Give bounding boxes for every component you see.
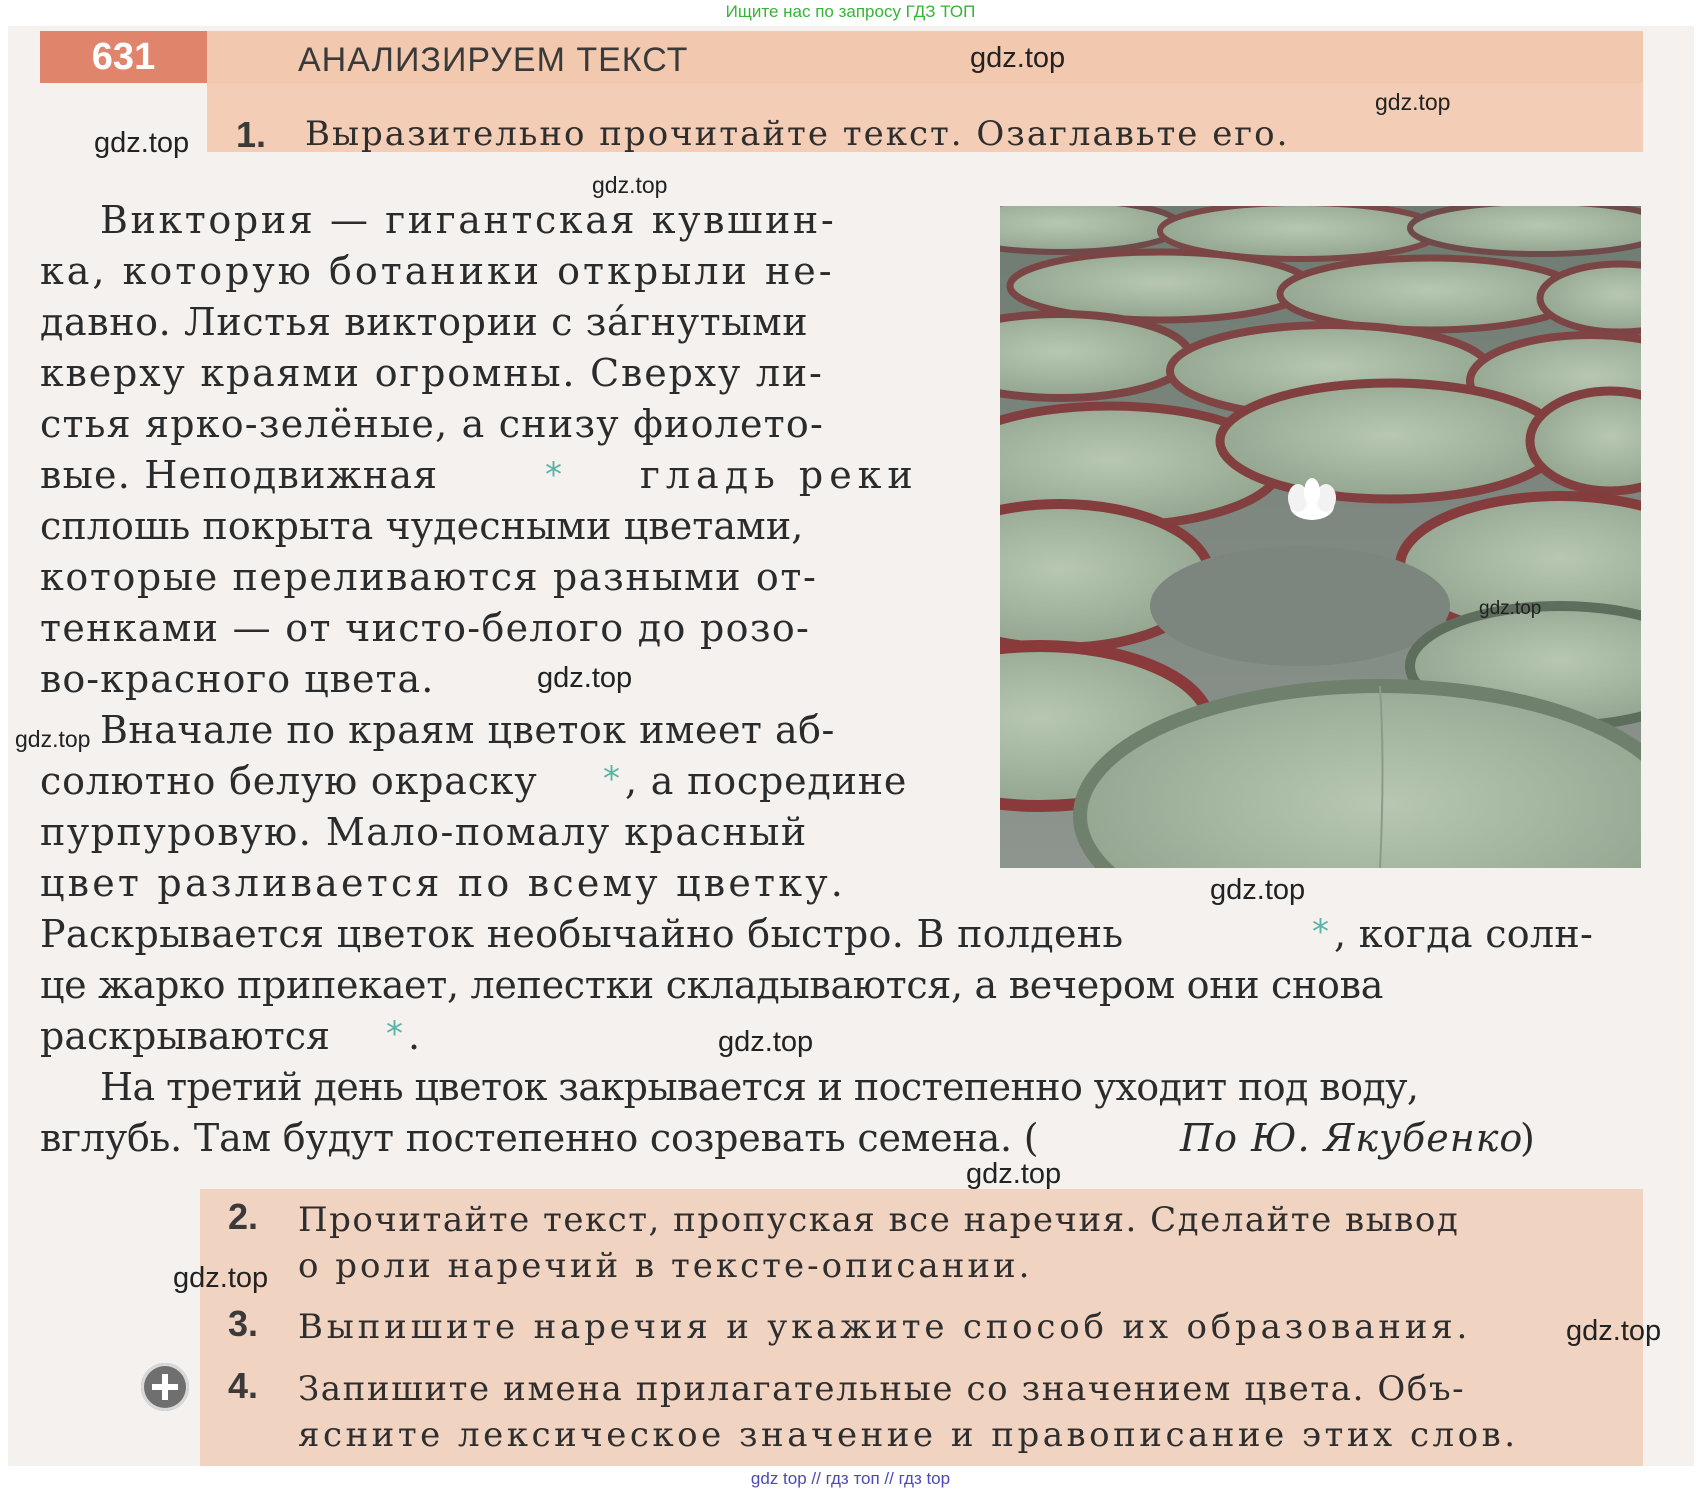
- watermark: gdz.top: [592, 172, 668, 198]
- asterisk-mark: *: [545, 455, 562, 495]
- text-line: которые переливаются разными от-: [40, 555, 818, 599]
- text-line: .: [408, 1014, 421, 1058]
- text-line: Вначале по краям цветок имеет аб-: [100, 708, 835, 752]
- watermark: gdz.top: [173, 1262, 269, 1294]
- watermark: gdz.top: [718, 1026, 814, 1058]
- text-line: кверху краями огромны. Сверху ли-: [40, 351, 824, 395]
- text-line: вглубь. Там будут постепенно созревать семена. (: [40, 1116, 1039, 1160]
- task1-text: Выразительно прочитайте текст. Озаглавьте его.: [305, 114, 1290, 154]
- watermark: gdz.top: [1210, 874, 1306, 906]
- text-line: пурпуровую. Мало-помалу красный: [40, 810, 808, 854]
- text-line: тенками — от чисто-белого до розо-: [40, 606, 811, 650]
- task2-text-line2: о роли наречий в тексте-описании.: [298, 1246, 1033, 1286]
- text-line: , когда солн-: [1334, 912, 1594, 956]
- text-line: гладь реки: [640, 453, 919, 497]
- water-lily-photo: [1000, 206, 1641, 868]
- text-line: стья ярко-зелёные, а снизу фиолето-: [40, 402, 825, 446]
- text-line: цвет разливается по всему цветку.: [40, 861, 847, 905]
- footer-links[interactable]: gdz top // гдз топ // гдз top: [0, 1466, 1701, 1492]
- text-line: во-красного цвета.: [40, 657, 435, 701]
- watermark: gdz.top: [1375, 89, 1451, 115]
- text-line: раскрываются: [40, 1014, 330, 1058]
- text-line: ка, которую ботаники открыли не-: [40, 249, 835, 293]
- watermark: gdz.top: [537, 662, 633, 694]
- task2-number: 2.: [228, 1196, 259, 1237]
- asterisk-mark: *: [1312, 912, 1329, 952]
- text-line: солютно белую окраску: [40, 759, 538, 803]
- task3-text: Выпишите наречия и укажите способ их образования.: [298, 1307, 1472, 1347]
- watermark: gdz.top: [94, 127, 190, 159]
- exercise-title: АНАЛИЗИРУЕМ ТЕКСТ: [298, 41, 689, 79]
- text-line: , а посредине: [625, 759, 908, 803]
- plus-icon: [141, 1363, 189, 1411]
- task4-number: 4.: [228, 1365, 259, 1406]
- task4-text-line1: Запишите имена прилагательные со значением цвета. Объ-: [298, 1369, 1466, 1409]
- watermark: gdz.top: [1566, 1315, 1662, 1347]
- exercise-header: [40, 31, 1643, 83]
- asterisk-mark: *: [386, 1014, 403, 1054]
- exercise-number: 631: [40, 31, 207, 83]
- watermark: gdz.top: [966, 1158, 1062, 1190]
- watermark: gdz.top: [970, 42, 1066, 74]
- text-line: вые. Неподвижная: [40, 453, 439, 497]
- text-line: давно. Листья виктории с зáгнутыми: [40, 300, 809, 344]
- task3-number: 3.: [228, 1303, 259, 1344]
- top-banner[interactable]: Ищите нас по запросу ГДЗ ТОП: [725, 2, 976, 21]
- task2-text-line1: Прочитайте текст, пропуская все наречия. Сделайте вывод: [298, 1200, 1460, 1240]
- task1-number: 1.: [236, 114, 267, 155]
- text-line: Виктория — гигантская кувшин-: [100, 198, 837, 242]
- text-line: ): [1520, 1116, 1535, 1160]
- author-attribution: По Ю. Якубенко: [1180, 1116, 1524, 1160]
- text-line: це жарко припекает, лепестки складываются, а вечером они снова: [40, 963, 1384, 1007]
- text-line: сплошь покрыта чудесными цветами,: [40, 504, 804, 548]
- watermark: gdz.top: [1479, 598, 1542, 619]
- text-line: Раскрывается цветок необычайно быстро. В полдень: [40, 912, 1124, 956]
- asterisk-mark: *: [603, 759, 620, 799]
- text-line: На третий день цветок закрывается и постепенно уходит под воду,: [100, 1065, 1419, 1109]
- watermark: gdz.top: [15, 726, 91, 752]
- task4-text-line2: ясните лексическое значение и правописание этих слов.: [298, 1415, 1519, 1455]
